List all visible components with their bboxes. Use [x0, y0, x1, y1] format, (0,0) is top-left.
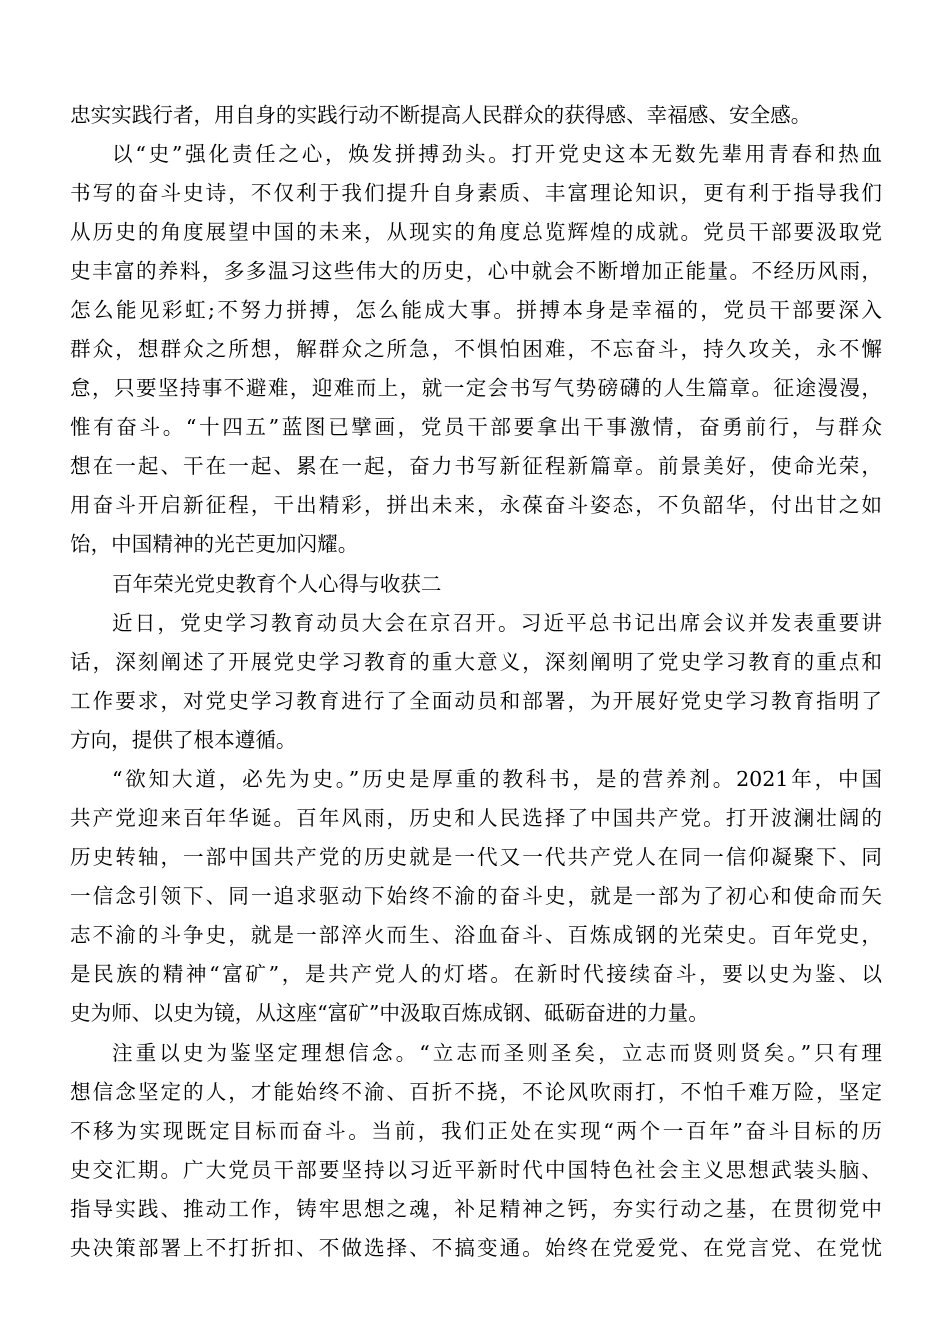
- text-line: 从历史的角度展望中国的未来，从现实的角度总览辉煌的成就。党员干部要汲取党: [70, 220, 882, 244]
- text-line: 想在一起、干在一起、累在一起，奋力书写新征程新篇章。前景美好，使命光荣，: [70, 454, 882, 478]
- text-line: 怠，只要坚持事不避难，迎难而上，就一定会书写气势磅礴的人生篇章。征途漫漫，: [70, 376, 882, 400]
- text-line: 话，深刻阐述了开展党史学习教育的重大意义，深刻阐明了党史学习教育的重点和: [70, 650, 882, 674]
- text-line: 怎么能见彩虹;不努力拼搏，怎么能成大事。拼搏本身是幸福的，党员干部要深入: [70, 298, 882, 322]
- paragraph-first-line: 以“史”强化责任之心，焕发拼搏劲头。打开党史这本无数先辈用青春和热血: [112, 142, 882, 166]
- text-line: 央决策部署上不打折扣、不做选择、不搞变通。始终在党爱党、在党言党、在党忧: [70, 1236, 882, 1260]
- text-line: 惟有奋斗。“十四五”蓝图已擘画，党员干部要拿出干事激情，奋勇前行，与群众: [70, 415, 882, 439]
- text-line: 史丰富的养料，多多温习这些伟大的历史，心中就会不断增加正能量。不经历风雨，: [70, 259, 882, 283]
- text-line: 史交汇期。广大党员干部要坚持以习近平新时代中国特色社会主义思想武装头脑、: [70, 1158, 882, 1182]
- text-line: 不移为实现既定目标而奋斗。当前，我们正处在实现“两个一百年”奋斗目标的历: [70, 1119, 882, 1143]
- text-line: 史为师、以史为镜，从这座“富矿”中汲取百炼成钢、砥砺奋进的力量。: [70, 1001, 709, 1025]
- paragraph-first-line: 注重以史为鉴坚定理想信念。“立志而圣则圣矣，立志而贤则贤矣。”只有理: [112, 1041, 882, 1065]
- text-line: 指导实践、推动工作，铸牢思想之魂，补足精神之钙，夯实行动之基，在贯彻党中: [70, 1197, 882, 1221]
- text-line: 志不渝的斗争史，就是一部淬火而生、浴血奋斗、百炼成钢的光荣史。百年党史，: [70, 923, 882, 947]
- text-line: 是民族的精神“富矿”，是共产党人的灯塔。在新时代接续奋斗，要以史为鉴、以: [70, 962, 882, 986]
- section-heading: 百年荣光党史教育个人心得与收获二: [112, 572, 442, 596]
- text-line: 工作要求，对党史学习教育进行了全面动员和部署，为开展好党史学习教育指明了: [70, 689, 882, 713]
- text-line: 群众，想群众之所想，解群众之所急，不惧怕困难，不忘奋斗，持久攻关，永不懈: [70, 337, 882, 361]
- text-line: 饴，中国精神的光芒更加闪耀。: [70, 532, 359, 556]
- paragraph-first-line: “欲知大道，必先为史。”历史是厚重的教科书，是的营养剂。2021年，中国: [112, 767, 882, 791]
- text-line: 历史转轴，一部中国共产党的历史就是一代又一代共产党人在同一信仰凝聚下、同: [70, 845, 882, 869]
- text-line: 忠实实践行者，用自身的实践行动不断提高人民群众的获得感、幸福感、安全感。: [70, 103, 812, 127]
- text-line: 方向，提供了根本遵循。: [70, 728, 297, 752]
- text-line: 一信念引领下、同一追求驱动下始终不渝的奋斗史，就是一部为了初心和使命而矢: [70, 884, 882, 908]
- paragraph-first-line: 近日，党史学习教育动员大会在京召开。习近平总书记出席会议并发表重要讲: [112, 611, 882, 635]
- text-line: 想信念坚定的人，才能始终不渝、百折不挠，不论风吹雨打，不怕千难万险，坚定: [70, 1080, 882, 1104]
- text-line: 书写的奋斗史诗，不仅利于我们提升自身素质、丰富理论知识，更有利于指导我们: [70, 181, 882, 205]
- text-line: 共产党迎来百年华诞。百年风雨，历史和人民选择了中国共产党。打开波澜壮阔的: [70, 806, 882, 830]
- text-line: 用奋斗开启新征程，干出精彩，拼出未来，永葆奋斗姿态，不负韶华，付出甘之如: [70, 493, 882, 517]
